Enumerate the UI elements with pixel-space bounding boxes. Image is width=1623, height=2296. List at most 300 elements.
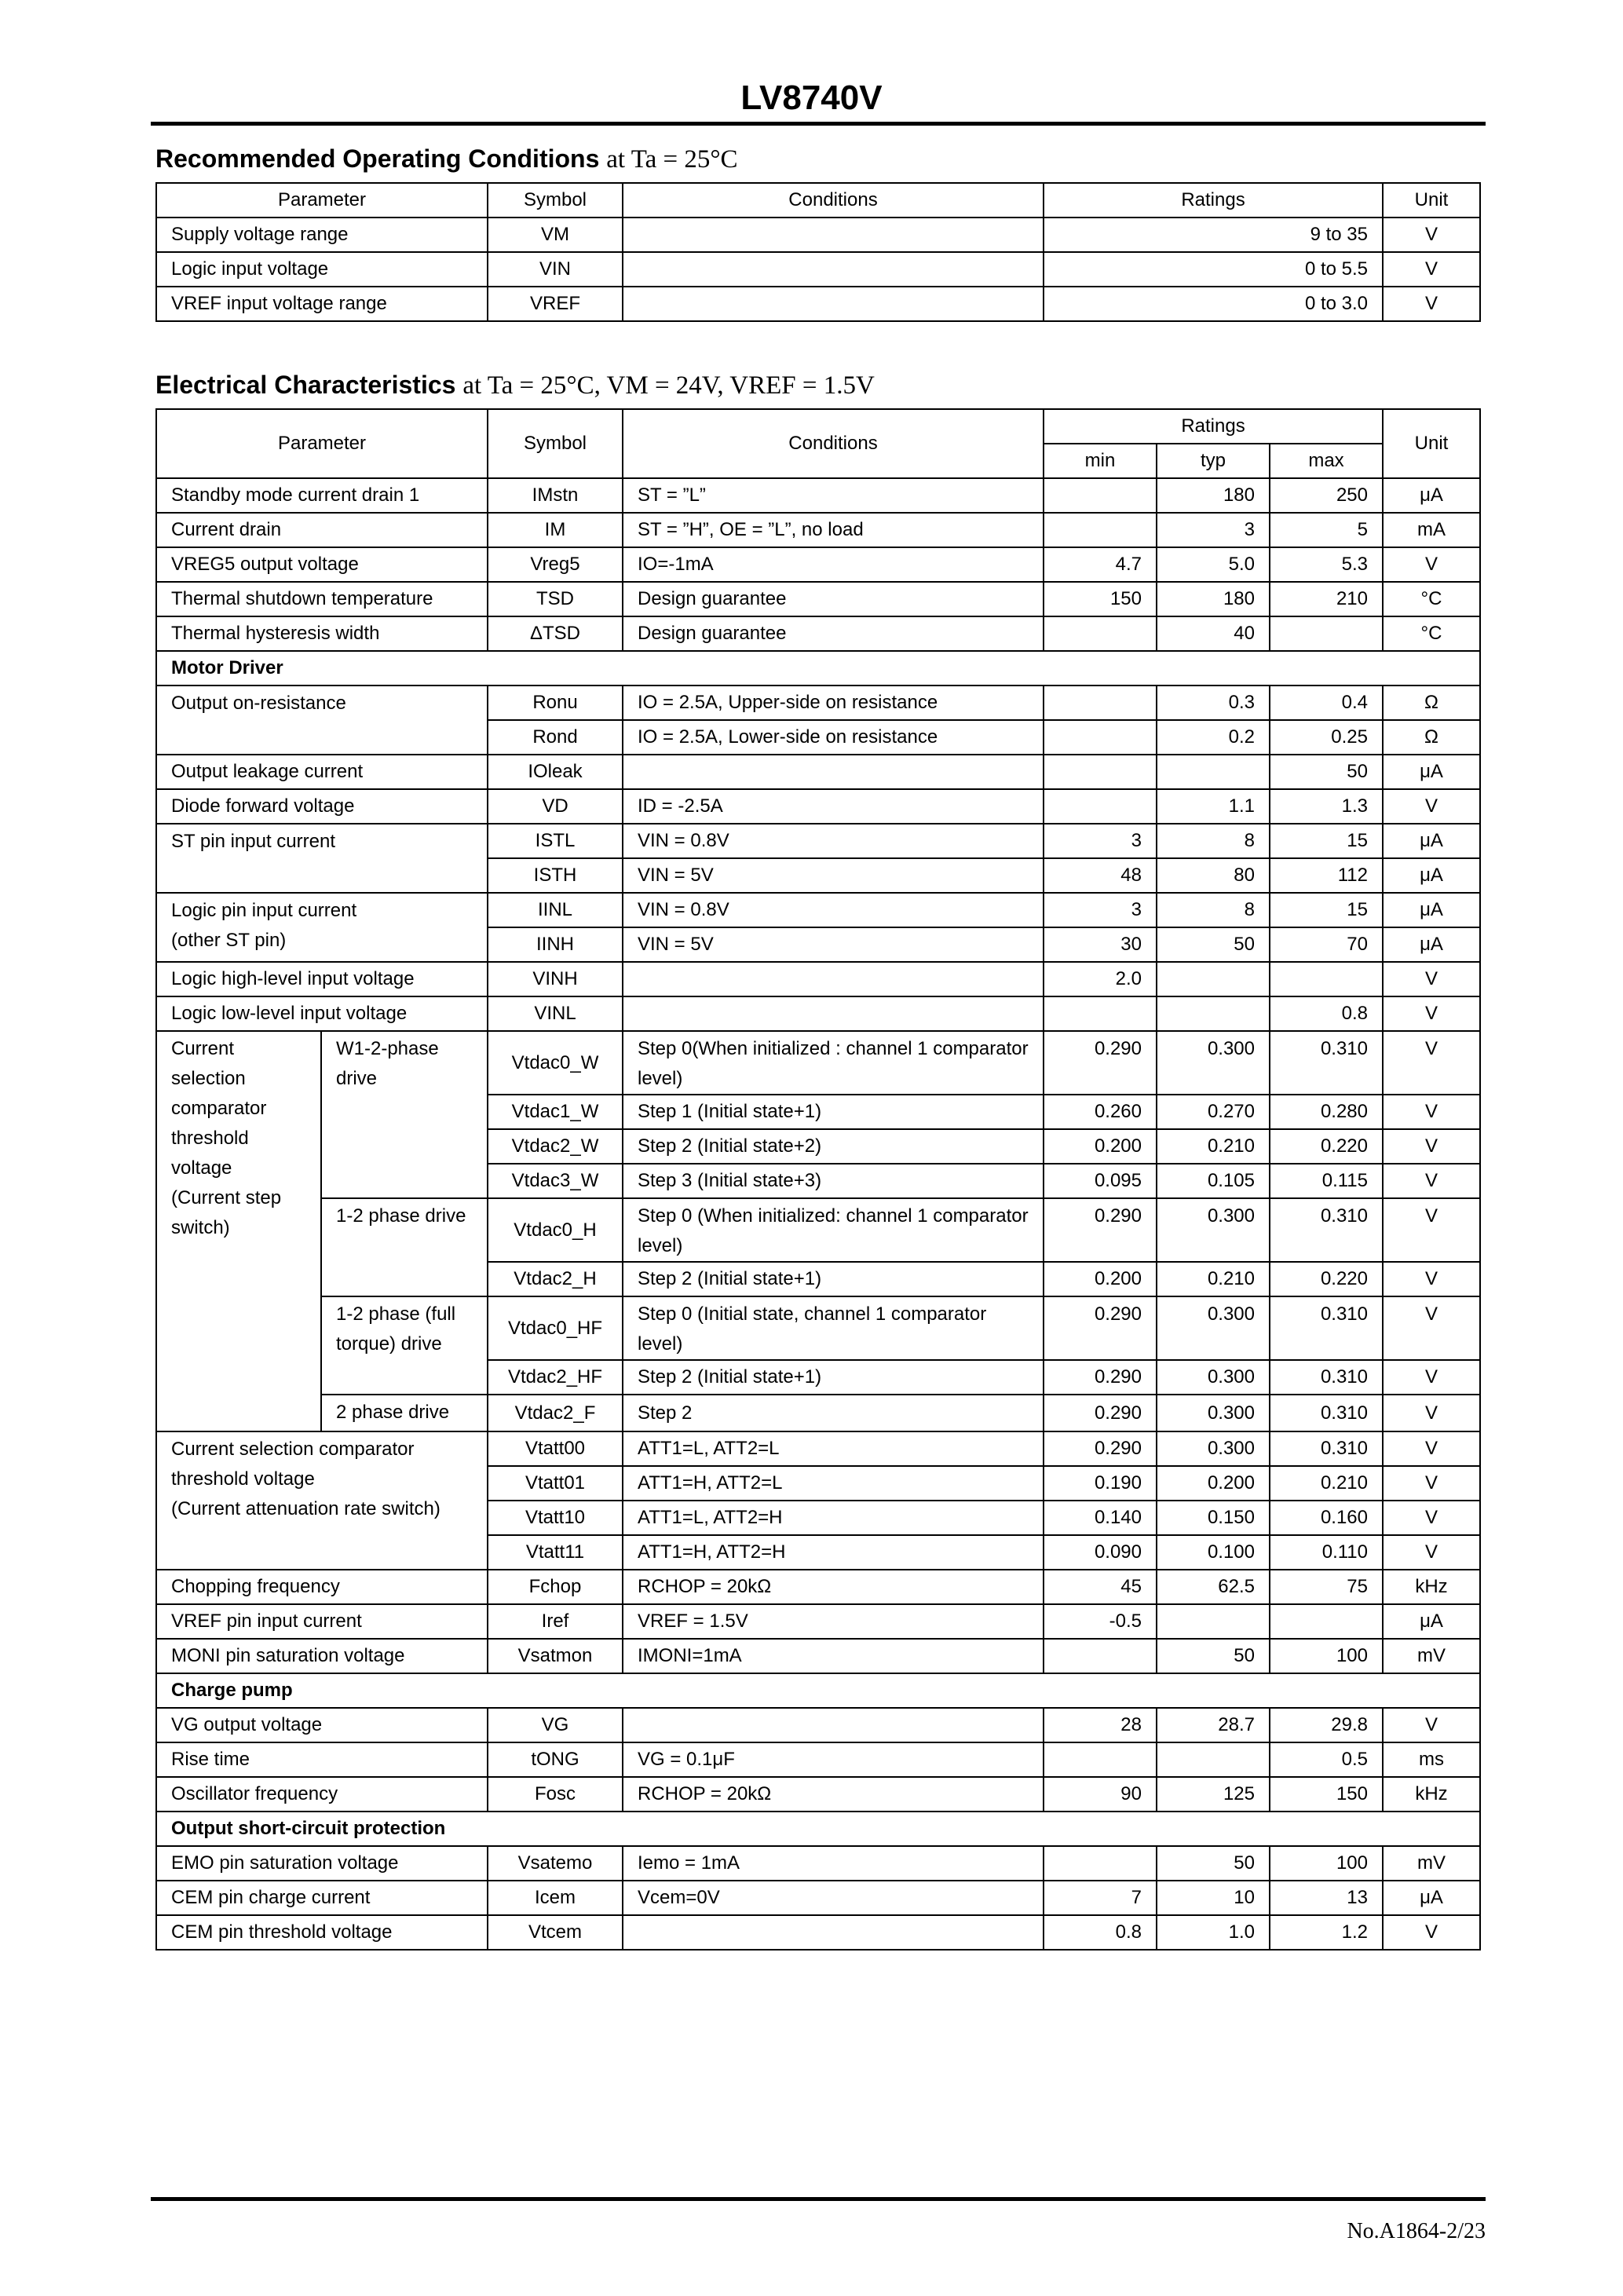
symbol-cell: Vtdac2_H <box>488 1262 623 1296</box>
max-cell <box>1270 616 1383 651</box>
symbol-cell: Iref <box>488 1604 623 1639</box>
symbol-cell: Vtcem <box>488 1915 623 1950</box>
table-row <box>156 893 1480 927</box>
unit-cell: μA <box>1383 478 1480 513</box>
symbol-cell: IINH <box>488 927 623 962</box>
table-row <box>156 1708 1480 1742</box>
symbol-cell: ISTL <box>488 824 623 858</box>
min-cell: 28 <box>1044 1708 1157 1742</box>
unit-cell: μA <box>1383 858 1480 893</box>
param-cell: CEM pin threshold voltage <box>156 1915 488 1950</box>
unit-cell: kHz <box>1383 1570 1480 1604</box>
min-cell: 0.095 <box>1044 1164 1157 1198</box>
typ-cell <box>1157 962 1270 996</box>
unit-cell: V <box>1383 1262 1480 1296</box>
typ-cell: 50 <box>1157 927 1270 962</box>
symbol-cell: VG <box>488 1708 623 1742</box>
max-cell: 0.310 <box>1270 1395 1383 1431</box>
unit-cell: V <box>1383 1535 1480 1570</box>
param-cell: Standby mode current drain 1 <box>156 478 488 513</box>
table-row <box>156 996 1480 1031</box>
table-row <box>156 686 1480 720</box>
param-cell: Thermal hysteresis width <box>156 616 488 651</box>
min-cell: 0.290 <box>1044 1395 1157 1431</box>
max-cell: 100 <box>1270 1846 1383 1881</box>
conditions-cell: Step 0 (When initialized: channel 1 comparator level) <box>623 1198 1044 1262</box>
max-cell: 0.8 <box>1270 996 1383 1031</box>
unit-cell: V <box>1383 1360 1480 1395</box>
column-header: max <box>1270 444 1383 478</box>
symbol-cell: Vtatt11 <box>488 1535 623 1570</box>
unit-cell: V <box>1383 962 1480 996</box>
conditions-cell: ATT1=H, ATT2=L <box>623 1466 1044 1501</box>
max-cell <box>1270 962 1383 996</box>
symbol-cell: Vtdac1_W <box>488 1095 623 1129</box>
drive-mode-cell <box>321 1296 488 1395</box>
conditions-cell <box>623 1708 1044 1742</box>
typ-cell: 80 <box>1157 858 1270 893</box>
column-header: Parameter <box>156 183 488 218</box>
table-row <box>156 1673 1480 1708</box>
symbol-cell: Rond <box>488 720 623 755</box>
param-cell-current-step-switch <box>156 1031 321 1431</box>
table-row <box>156 824 1480 858</box>
unit-cell: V <box>1383 1915 1480 1950</box>
conditions-cell: IMONI=1mA <box>623 1639 1044 1673</box>
conditions-cell <box>623 252 1044 287</box>
symbol-cell: Vreg5 <box>488 547 623 582</box>
table-row <box>156 1031 1480 1095</box>
cell-line: threshold <box>171 1128 249 1149</box>
symbol-cell: VM <box>488 218 623 252</box>
rating-cell: 0 to 3.0 <box>1044 287 1383 321</box>
max-cell: 0.310 <box>1270 1431 1383 1466</box>
param-cell: Oscillator frequency <box>156 1777 488 1812</box>
typ-cell: 0.210 <box>1157 1129 1270 1164</box>
min-cell <box>1044 755 1157 789</box>
symbol-cell: Vtatt00 <box>488 1431 623 1466</box>
column-header: Ratings <box>1044 183 1383 218</box>
param-cell: MONI pin saturation voltage <box>156 1639 488 1673</box>
param-cell: EMO pin saturation voltage <box>156 1846 488 1881</box>
conditions-cell: IO = 2.5A, Upper-side on resistance <box>623 686 1044 720</box>
conditions-cell: VG = 0.1μF <box>623 1742 1044 1777</box>
max-cell: 15 <box>1270 824 1383 858</box>
cell-line: 1-2 phase (full <box>336 1303 456 1325</box>
column-header: min <box>1044 444 1157 478</box>
max-cell: 5.3 <box>1270 547 1383 582</box>
typ-cell: 62.5 <box>1157 1570 1270 1604</box>
max-cell: 0.160 <box>1270 1501 1383 1535</box>
unit-cell: μA <box>1383 1604 1480 1639</box>
symbol-cell: IMstn <box>488 478 623 513</box>
min-cell <box>1044 789 1157 824</box>
ec-heading-title: Electrical Characteristics <box>155 371 456 399</box>
unit-cell: V <box>1383 1129 1480 1164</box>
table-row <box>156 478 1480 513</box>
min-cell: 0.290 <box>1044 1360 1157 1395</box>
conditions-cell: Step 2 (Initial state+2) <box>623 1129 1044 1164</box>
column-header: Conditions <box>623 409 1044 478</box>
param-cell: Current drain <box>156 513 488 547</box>
typ-cell: 125 <box>1157 1777 1270 1812</box>
table-row <box>156 789 1480 824</box>
conditions-cell: ST = ”H”, OE = ”L”, no load <box>623 513 1044 547</box>
param-cell: Logic low-level input voltage <box>156 996 488 1031</box>
min-cell: 3 <box>1044 893 1157 927</box>
param-cell: VREG5 output voltage <box>156 547 488 582</box>
conditions-cell: Design guarantee <box>623 616 1044 651</box>
param-cell: CEM pin charge current <box>156 1881 488 1915</box>
unit-cell: μA <box>1383 1881 1480 1915</box>
column-header: Symbol <box>488 183 623 218</box>
cell-line: drive <box>336 1068 378 1089</box>
min-cell <box>1044 996 1157 1031</box>
conditions-cell: Step 1 (Initial state+1) <box>623 1095 1044 1129</box>
column-header: Ratings <box>1044 409 1383 444</box>
symbol-cell: VD <box>488 789 623 824</box>
min-cell: 2.0 <box>1044 962 1157 996</box>
max-cell: 0.220 <box>1270 1129 1383 1164</box>
min-cell: 0.200 <box>1044 1262 1157 1296</box>
min-cell: 30 <box>1044 927 1157 962</box>
max-cell: 70 <box>1270 927 1383 962</box>
min-cell: 90 <box>1044 1777 1157 1812</box>
table-row <box>156 1431 1480 1466</box>
section-header: Output short-circuit protection <box>156 1812 1480 1846</box>
conditions-cell: Step 2 <box>623 1395 1044 1431</box>
rating-cell: 0 to 5.5 <box>1044 252 1383 287</box>
unit-cell: V <box>1383 1095 1480 1129</box>
typ-cell: 1.0 <box>1157 1915 1270 1950</box>
ec-heading-condition: at Ta = 25°C, VM = 24V, VREF = 1.5V <box>462 371 875 400</box>
unit-cell: μA <box>1383 755 1480 789</box>
typ-cell: 40 <box>1157 616 1270 651</box>
typ-cell <box>1157 755 1270 789</box>
conditions-cell: RCHOP = 20kΩ <box>623 1777 1044 1812</box>
table-row <box>156 1812 1480 1846</box>
max-cell: 0.310 <box>1270 1360 1383 1395</box>
table-row <box>156 1742 1480 1777</box>
symbol-cell: Vtdac0_HF <box>488 1296 623 1360</box>
symbol-cell: VINL <box>488 996 623 1031</box>
cell-line: torque) drive <box>336 1333 442 1355</box>
conditions-cell <box>623 755 1044 789</box>
max-cell: 0.5 <box>1270 1742 1383 1777</box>
conditions-cell: VREF = 1.5V <box>623 1604 1044 1639</box>
table-row <box>156 287 1480 321</box>
symbol-cell: Vtdac2_W <box>488 1129 623 1164</box>
cell-line: W1-2-phase <box>336 1038 439 1059</box>
roc-heading-title: Recommended Operating Conditions <box>155 144 600 173</box>
typ-cell <box>1157 1604 1270 1639</box>
typ-cell: 8 <box>1157 824 1270 858</box>
typ-cell: 28.7 <box>1157 1708 1270 1742</box>
page-number: No.A1864-2/23 <box>1347 2219 1486 2243</box>
table-row <box>156 547 1480 582</box>
max-cell: 150 <box>1270 1777 1383 1812</box>
typ-cell: 0.3 <box>1157 686 1270 720</box>
param-cell: Logic input voltage <box>156 252 488 287</box>
symbol-cell: tONG <box>488 1742 623 1777</box>
typ-cell: 8 <box>1157 893 1270 927</box>
max-cell: 250 <box>1270 478 1383 513</box>
unit-cell: ms <box>1383 1742 1480 1777</box>
table-row <box>156 409 1480 444</box>
header-rule <box>151 122 1486 126</box>
max-cell: 15 <box>1270 893 1383 927</box>
cell-line: (Current attenuation rate switch) <box>171 1498 440 1519</box>
param-cell: Rise time <box>156 1742 488 1777</box>
drive-mode-cell <box>321 1031 488 1198</box>
min-cell <box>1044 720 1157 755</box>
min-cell: 0.190 <box>1044 1466 1157 1501</box>
param-cell-attenuation-switch <box>156 1431 488 1570</box>
conditions-cell: VIN = 0.8V <box>623 824 1044 858</box>
table-row <box>156 1604 1480 1639</box>
conditions-cell: ATT1=L, ATT2=H <box>623 1501 1044 1535</box>
table-row <box>156 513 1480 547</box>
table-row <box>156 183 1480 218</box>
conditions-cell: RCHOP = 20kΩ <box>623 1570 1044 1604</box>
table-row <box>156 1639 1480 1673</box>
typ-cell: 3 <box>1157 513 1270 547</box>
conditions-cell: ID = -2.5A <box>623 789 1044 824</box>
symbol-cell: IOleak <box>488 755 623 789</box>
min-cell <box>1044 1846 1157 1881</box>
unit-cell: V <box>1383 1296 1480 1360</box>
symbol-cell: Vtdac0_H <box>488 1198 623 1262</box>
table-row <box>156 1296 1480 1360</box>
conditions-cell: Step 2 (Initial state+1) <box>623 1262 1044 1296</box>
min-cell <box>1044 616 1157 651</box>
cell-line: voltage <box>171 1157 232 1179</box>
table-row <box>156 1846 1480 1881</box>
min-cell: 0.290 <box>1044 1031 1157 1095</box>
typ-cell: 180 <box>1157 478 1270 513</box>
conditions-cell: Design guarantee <box>623 582 1044 616</box>
cell-line: Logic pin input current <box>171 900 357 921</box>
min-cell: 3 <box>1044 824 1157 858</box>
max-cell: 100 <box>1270 1639 1383 1673</box>
table-row <box>156 1395 1480 1431</box>
param-cell: VG output voltage <box>156 1708 488 1742</box>
max-cell: 0.220 <box>1270 1262 1383 1296</box>
section-header: Charge pump <box>156 1673 1480 1708</box>
unit-cell: mV <box>1383 1846 1480 1881</box>
drive-mode-cell <box>321 1395 488 1431</box>
conditions-cell: IO = 2.5A, Lower-side on resistance <box>623 720 1044 755</box>
conditions-cell <box>623 996 1044 1031</box>
column-header: typ <box>1157 444 1270 478</box>
param-cell: Chopping frequency <box>156 1570 488 1604</box>
unit-cell: °C <box>1383 582 1480 616</box>
unit-cell: mA <box>1383 513 1480 547</box>
min-cell: 0.290 <box>1044 1198 1157 1262</box>
unit-cell: V <box>1383 1198 1480 1262</box>
table-row <box>156 582 1480 616</box>
unit-cell: Ω <box>1383 686 1480 720</box>
min-cell: 150 <box>1044 582 1157 616</box>
min-cell: 0.260 <box>1044 1095 1157 1129</box>
conditions-cell: ATT1=L, ATT2=L <box>623 1431 1044 1466</box>
symbol-cell: Vtatt01 <box>488 1466 623 1501</box>
min-cell: 4.7 <box>1044 547 1157 582</box>
symbol-cell: IM <box>488 513 623 547</box>
symbol-cell: Vtdac0_W <box>488 1031 623 1095</box>
unit-cell: V <box>1383 1395 1480 1431</box>
max-cell: 0.310 <box>1270 1198 1383 1262</box>
unit-cell: V <box>1383 1164 1480 1198</box>
typ-cell: 0.300 <box>1157 1031 1270 1095</box>
min-cell: 0.140 <box>1044 1501 1157 1535</box>
param-cell: Logic high-level input voltage <box>156 962 488 996</box>
param-cell: Output on-resistance <box>156 686 488 755</box>
symbol-cell: Icem <box>488 1881 623 1915</box>
max-cell <box>1270 1604 1383 1639</box>
max-cell: 0.4 <box>1270 686 1383 720</box>
param-cell: VREF input voltage range <box>156 287 488 321</box>
table-row <box>156 252 1480 287</box>
conditions-cell <box>623 962 1044 996</box>
symbol-cell: VINH <box>488 962 623 996</box>
section-header: Motor Driver <box>156 651 1480 686</box>
typ-cell: 50 <box>1157 1846 1270 1881</box>
unit-cell: V <box>1383 287 1480 321</box>
unit-cell: V <box>1383 789 1480 824</box>
symbol-cell: IINL <box>488 893 623 927</box>
column-header: Unit <box>1383 183 1480 218</box>
conditions-cell <box>623 218 1044 252</box>
min-cell <box>1044 478 1157 513</box>
cell-line: 1-2 phase drive <box>336 1205 466 1227</box>
typ-cell: 50 <box>1157 1639 1270 1673</box>
max-cell: 13 <box>1270 1881 1383 1915</box>
conditions-cell: Step 3 (Initial state+3) <box>623 1164 1044 1198</box>
unit-cell: V <box>1383 1466 1480 1501</box>
table-row <box>156 651 1480 686</box>
symbol-cell: Vtdac3_W <box>488 1164 623 1198</box>
param-cell: Thermal shutdown temperature <box>156 582 488 616</box>
cell-line: 2 phase drive <box>336 1402 450 1423</box>
max-cell: 0.310 <box>1270 1031 1383 1095</box>
min-cell: 0.8 <box>1044 1915 1157 1950</box>
drive-mode-cell <box>321 1198 488 1296</box>
recommended-operating-conditions-table <box>155 182 1481 322</box>
conditions-cell: Step 0(When initialized : channel 1 comparator level) <box>623 1031 1044 1095</box>
max-cell: 29.8 <box>1270 1708 1383 1742</box>
typ-cell: 0.150 <box>1157 1501 1270 1535</box>
symbol-cell: ISTH <box>488 858 623 893</box>
min-cell <box>1044 513 1157 547</box>
column-header: Symbol <box>488 409 623 478</box>
typ-cell <box>1157 996 1270 1031</box>
column-header: Conditions <box>623 183 1044 218</box>
conditions-cell: Vcem=0V <box>623 1881 1044 1915</box>
min-cell: 45 <box>1044 1570 1157 1604</box>
unit-cell: V <box>1383 218 1480 252</box>
document-title: LV8740V <box>740 79 883 117</box>
min-cell <box>1044 1639 1157 1673</box>
cell-line: switch) <box>171 1217 230 1238</box>
unit-cell: V <box>1383 1501 1480 1535</box>
cell-line: (Current step <box>171 1187 282 1208</box>
max-cell: 75 <box>1270 1570 1383 1604</box>
conditions-cell <box>623 287 1044 321</box>
max-cell: 1.2 <box>1270 1915 1383 1950</box>
max-cell: 50 <box>1270 755 1383 789</box>
min-cell: 0.090 <box>1044 1535 1157 1570</box>
conditions-cell: VIN = 5V <box>623 858 1044 893</box>
symbol-cell: Vsatemo <box>488 1846 623 1881</box>
conditions-cell: VIN = 5V <box>623 927 1044 962</box>
max-cell: 0.310 <box>1270 1296 1383 1360</box>
symbol-cell: ΔTSD <box>488 616 623 651</box>
max-cell: 0.25 <box>1270 720 1383 755</box>
max-cell: 0.110 <box>1270 1535 1383 1570</box>
unit-cell: Ω <box>1383 720 1480 755</box>
conditions-cell: VIN = 0.8V <box>623 893 1044 927</box>
param-cell: Output leakage current <box>156 755 488 789</box>
conditions-cell: IO=-1mA <box>623 547 1044 582</box>
typ-cell: 0.200 <box>1157 1466 1270 1501</box>
max-cell: 0.210 <box>1270 1466 1383 1501</box>
electrical-characteristics-table <box>155 408 1481 1951</box>
conditions-cell: Iemo = 1mA <box>623 1846 1044 1881</box>
min-cell: -0.5 <box>1044 1604 1157 1639</box>
table-row <box>156 218 1480 252</box>
typ-cell: 0.300 <box>1157 1431 1270 1466</box>
unit-cell: V <box>1383 1031 1480 1095</box>
max-cell: 0.280 <box>1270 1095 1383 1129</box>
table-row <box>156 1915 1480 1950</box>
conditions-cell: ATT1=H, ATT2=H <box>623 1535 1044 1570</box>
min-cell: 48 <box>1044 858 1157 893</box>
ec-heading <box>155 367 875 403</box>
symbol-cell: VREF <box>488 287 623 321</box>
column-header: Parameter <box>156 409 488 478</box>
unit-cell: μA <box>1383 927 1480 962</box>
column-header: Unit <box>1383 409 1480 478</box>
table-row <box>156 755 1480 789</box>
table-row <box>156 1198 1480 1262</box>
typ-cell: 0.300 <box>1157 1296 1270 1360</box>
symbol-cell: Vsatmon <box>488 1639 623 1673</box>
symbol-cell: Vtdac2_F <box>488 1395 623 1431</box>
unit-cell: μA <box>1383 824 1480 858</box>
symbol-cell: Vtdac2_HF <box>488 1360 623 1395</box>
unit-cell: °C <box>1383 616 1480 651</box>
param-cell: ST pin input current <box>156 824 488 893</box>
max-cell: 0.115 <box>1270 1164 1383 1198</box>
typ-cell: 0.300 <box>1157 1360 1270 1395</box>
param-cell: VREF pin input current <box>156 1604 488 1639</box>
typ-cell: 0.210 <box>1157 1262 1270 1296</box>
table-row <box>156 1777 1480 1812</box>
unit-cell: V <box>1383 252 1480 287</box>
cell-line: (other ST pin) <box>171 930 287 951</box>
max-cell: 5 <box>1270 513 1383 547</box>
min-cell: 0.290 <box>1044 1296 1157 1360</box>
conditions-cell: ST = ”L” <box>623 478 1044 513</box>
table-row <box>156 616 1480 651</box>
max-cell: 1.3 <box>1270 789 1383 824</box>
typ-cell: 5.0 <box>1157 547 1270 582</box>
typ-cell: 0.300 <box>1157 1198 1270 1262</box>
typ-cell: 0.105 <box>1157 1164 1270 1198</box>
max-cell: 210 <box>1270 582 1383 616</box>
max-cell: 112 <box>1270 858 1383 893</box>
